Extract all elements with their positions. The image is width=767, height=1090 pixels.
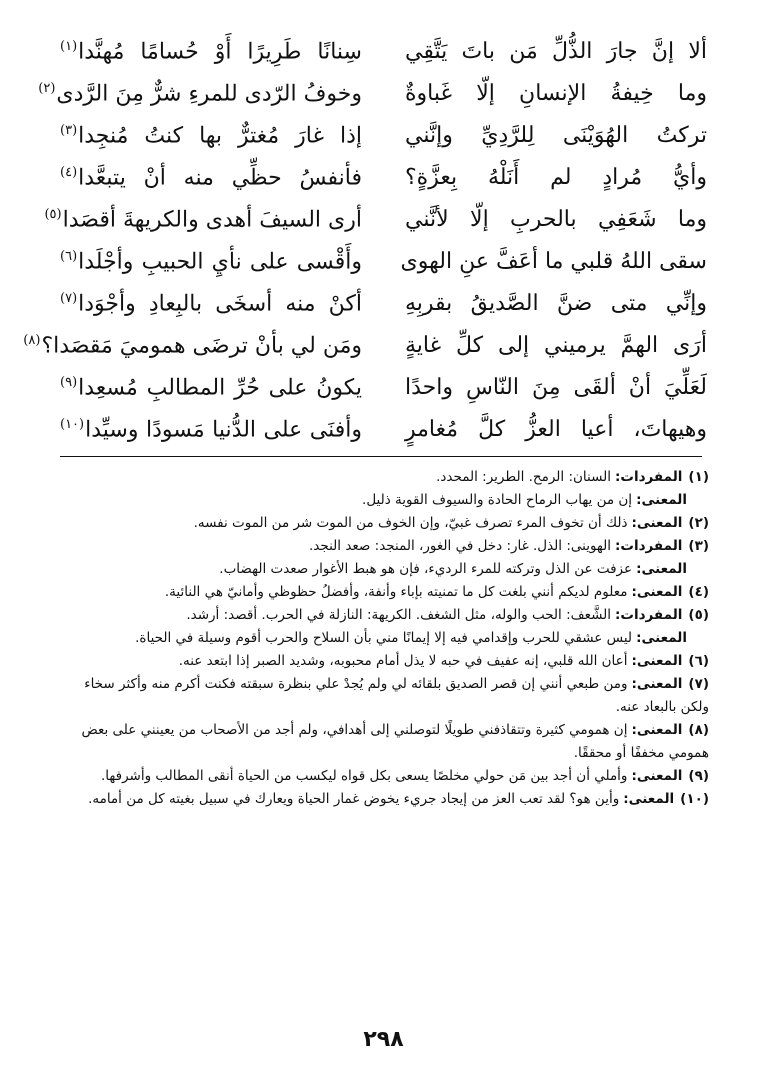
footnote-text: أعان الله قلبي، إنه عفيف في حبه لا يذل أمام محبوبه، وشديد الصبر إذا ابتعد عنه. (178, 653, 628, 669)
verse (23, 320, 707, 362)
footnote (68, 765, 709, 788)
footnote-text: ومن طبعي أنني إن قصر الصديق بلقائه لي ولم يُجدْ علي بنظرة سبقته فكنت أكرم منه وأكثر سخاء ولكن بالبعاد عنه. (84, 676, 709, 715)
footnote-text: الشَّعف: الحب والوله، مثل الشغف. الكريهة: النازلة في الحرب. أقصد: أرشد. (186, 607, 612, 623)
hemistich-first: أرَى الهمَّ يرميني إلى كلِّ غايةٍ (405, 333, 707, 359)
hemistich-second (44, 194, 362, 241)
footnote-label: المعنى: (623, 791, 675, 807)
footnote-text: الهوينى: الذل. غار: دخل في الغور، المنجد: صعد النجد. (309, 538, 612, 554)
footnote (68, 512, 709, 535)
verse (60, 404, 707, 446)
footnote (68, 535, 709, 558)
verse (60, 236, 707, 278)
hemistich-second (60, 404, 362, 451)
verse (44, 194, 707, 236)
footnote-text: ليس عشقي للحرب وإقدامي فيه إلا إيمانًا مني بأن السلاح والحرب أقوم وسيلة في الحياة. (135, 630, 633, 646)
hemistich-first: وإنِّي متى ضنَّ الصَّديقُ بقربِهِ (405, 291, 707, 317)
footnote-text: إن من يهاب الرماح الحادة والسيوف القوية ذليل. (362, 492, 633, 508)
hemistich-text: أكنْ منه أسخَى بالبِعادِ وأجْوَدا (78, 291, 362, 317)
hemistich-second (23, 320, 362, 367)
hemistich-text: يكونُ على حُرِّ المطالبِ مُسعِدا (78, 375, 362, 401)
footnote-number: (٢) (688, 515, 709, 531)
footnote-number: (٩) (688, 768, 709, 784)
hemistich-second (60, 278, 362, 325)
footnote-number: (١) (688, 469, 709, 485)
hemistich-text: فأنفسُ حظِّي منه أنْ يتبعَّدا (78, 165, 362, 191)
footnote-number: (٦) (688, 653, 709, 669)
hemistich-first: سقى اللهُ قلبي ما أعَفَّ عنِ الهوى (400, 249, 707, 275)
footnote-label: المعنى: (631, 584, 683, 600)
footnote-ref: (٢) (38, 81, 56, 96)
hemistich-first: وهيهاتَ، أعيا العزُّ كلَّ مُغامرٍ (405, 417, 707, 443)
footnote-text: ذلك أن تخوف المرء تصرف غبيّ، وإن الخوف من الموت شر من الموت نفسه. (193, 515, 628, 531)
footnote-label: المعنى: (631, 722, 683, 738)
hemistich-text: وأفنَى على الدُّنيا مَسودًا وسيِّدا (85, 417, 362, 443)
footnote-text: وأملي أن أجد بين مَن حولي مخلصًا يسعى بكل قواه ليكسب من الحياة أنقى المطالب وأشرفها. (101, 768, 628, 784)
hemistich-first: لَعَلِّيَ أنْ ألقَى مِنَ النّاسِ واحدًا (405, 375, 707, 401)
footnote-label: المعنى: (636, 492, 687, 508)
footnote (68, 627, 709, 650)
footnote (68, 604, 709, 627)
footnote (68, 581, 709, 604)
footnote (68, 466, 709, 489)
hemistich-text: سِنانًا طَرِيرًا أَوْ حُسامًا مُهنَّدا (78, 39, 362, 65)
footnote-label: المعنى: (631, 676, 683, 692)
footnote (68, 489, 709, 512)
hemistich-second (60, 362, 362, 409)
hemistich-second (60, 236, 362, 283)
hemistich-second (38, 68, 362, 115)
footnote-label: المعنى: (631, 515, 683, 531)
footnote (68, 650, 709, 673)
footnote-text: عزفت عن الذل وتركته للمرء الرديء، فإن هو هبط الأغوار صعدت الهضاب. (219, 561, 633, 577)
footnote-ref: (١٠) (60, 417, 85, 432)
footnote-ref: (٩) (60, 375, 78, 390)
footnote-ref: (٧) (60, 291, 78, 306)
footnote-label: المفردات: (615, 607, 683, 623)
verse (60, 110, 707, 152)
hemistich-first: وما خِيفةُ الإنسانِ إلّا غَباوةٌ (405, 81, 707, 107)
footnote-number: (٣) (688, 538, 709, 554)
hemistich-second (60, 110, 362, 157)
footnote-label: المعنى: (636, 630, 687, 646)
footnote-separator (60, 456, 702, 457)
footnote-label: المفردات: (615, 538, 683, 554)
footnote-text: السنان: الرمح. الطرير: المحدد. (436, 469, 612, 485)
hemistich-text: ومَن لي بأنْ ترضَى هموميَ مَقصَدا؟ (41, 333, 362, 359)
hemistich-text: وخوفُ الرّدى للمرءِ شرٌّ مِنَ الرَّدى (56, 81, 362, 107)
hemistich-first: ألا إنَّ جارَ الذُّلِّ مَن باتَ يَتَّقِي (405, 39, 707, 65)
footnote (68, 719, 709, 765)
footnote-ref: (٤) (60, 165, 78, 180)
hemistich-text: وأَقْسى على نأيِ الحبيبِ وأجْلَدا (78, 249, 362, 275)
footnote-ref: (٦) (60, 249, 78, 264)
verse (60, 26, 707, 68)
hemistich-first: وما شَعَفِي بالحربِ إلّا لأنَّني (405, 207, 707, 233)
page-number: ٢٩٨ (363, 1027, 404, 1052)
verse (60, 152, 707, 194)
footnote-ref: (١) (60, 39, 78, 54)
hemistich-text: أرى السيفَ أهدى والكريهةَ أقصَدا (62, 207, 362, 233)
footnote-number: (٧) (688, 676, 709, 692)
hemistich-second (60, 26, 362, 73)
footnote-number: (٨) (688, 722, 709, 738)
hemistich-first: تركتُ الهُوَيْنَى لِلرَّدِيِّ وإنَّني (405, 123, 707, 149)
footnote-number: (٤) (688, 584, 709, 600)
verse (38, 68, 707, 110)
footnotes (68, 466, 709, 811)
poem (23, 26, 707, 446)
verse (60, 278, 707, 320)
footnote-ref: (٥) (44, 207, 62, 222)
footnote-label: المعنى: (631, 768, 683, 784)
footnote-ref: (٣) (60, 123, 78, 138)
hemistich-first: وأيُّ مُرادٍ لم أَنَلْهُ بِعزَّةٍ؟ (405, 165, 707, 191)
footnote-number: (١٠) (680, 791, 709, 807)
footnote-label: المعنى: (631, 653, 683, 669)
footnote-text: وأين هو؟ لقد تعب العز من إيجاد جريء يخوض غمار الحياة ويعارك في سبيل بغيته كل من أمامه. (88, 791, 620, 807)
verse (60, 362, 707, 404)
footnote (68, 673, 709, 719)
footnote-ref: (٨) (23, 333, 41, 348)
hemistich-second (60, 152, 362, 199)
hemistich-text: إذا غارَ مُغترٌّ بها كنتُ مُنجِدا (78, 123, 362, 149)
footnote (68, 788, 709, 811)
footnote-label: المعنى: (636, 561, 687, 577)
footnote-text: إن همومي كثيرة وتتقاذفني طويلًا لتوصلني إلى أهدافي، ولم أجد من الأصحاب من يعينني على بعض همومي مخففًا أو محققًا. (81, 722, 709, 761)
footnote-label: المفردات: (615, 469, 683, 485)
footnote-text: معلوم لديكم أنني بلغت كل ما تمنيته بإباء وأنفة، وأفضلُ حظوظي وأمانيّ هي النائية. (164, 584, 628, 600)
footnote-number: (٥) (688, 607, 709, 623)
footnote (68, 558, 709, 581)
